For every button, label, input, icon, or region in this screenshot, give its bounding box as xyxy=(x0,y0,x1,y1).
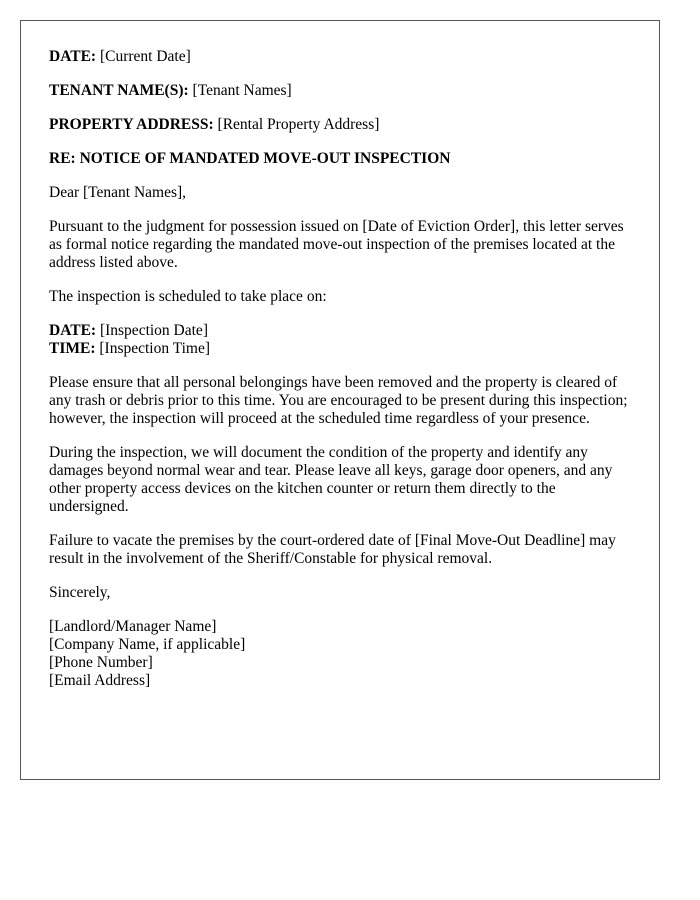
inspection-date-label: DATE: xyxy=(49,322,97,339)
inspection-date-line xyxy=(49,322,631,340)
date-value: [Current Date] xyxy=(99,48,191,65)
inspection-time-line xyxy=(49,340,631,358)
paragraph-schedule-intro: The inspection is scheduled to take place on: xyxy=(49,288,327,305)
tenant-value: [Tenant Names] xyxy=(192,82,292,99)
property-label: PROPERTY ADDRESS: xyxy=(49,116,214,133)
signature-email: [Email Address] xyxy=(49,672,151,689)
date-line xyxy=(49,48,631,66)
subject-line: RE: NOTICE OF MANDATED MOVE-OUT INSPECTION xyxy=(49,150,451,167)
signature-phone: [Phone Number] xyxy=(49,654,153,671)
inspection-time-value: [Inspection Time] xyxy=(99,340,211,357)
inspection-time-label: TIME: xyxy=(49,340,96,357)
paragraph-condition: During the inspection, we will document the condition of the property and identify any damages beyond normal wear and tear. Please leave all keys, garage door openers, and any other property access devices on the kitchen counter or return them directly to the undersigned. xyxy=(49,444,613,515)
closing: Sincerely, xyxy=(49,584,111,601)
signature-company: [Company Name, if applicable] xyxy=(49,636,246,653)
property-line xyxy=(49,116,631,134)
letter-document xyxy=(20,20,660,780)
inspection-schedule xyxy=(49,322,631,358)
signature-name: [Landlord/Manager Name] xyxy=(49,618,217,635)
salutation: Dear [Tenant Names], xyxy=(49,184,187,201)
tenant-label: TENANT NAME(S): xyxy=(49,82,189,99)
date-label: DATE: xyxy=(49,48,97,65)
inspection-date-value: [Inspection Date] xyxy=(99,322,208,339)
paragraph-judgment: Pursuant to the judgment for possession issued on [Date of Eviction Order], this letter serves as formal notice regarding the mandated move-out inspection of the premises located at the address listed above. xyxy=(49,218,624,271)
paragraph-belongings: Please ensure that all personal belongings have been removed and the property is cleared of any trash or debris prior to this time. You are encouraged to be present during this inspection; however, the inspection will proceed at the scheduled time regardless of your presence. xyxy=(49,374,628,427)
tenant-line xyxy=(49,82,631,100)
property-value: [Rental Property Address] xyxy=(217,116,380,133)
paragraph-failure: Failure to vacate the premises by the court-ordered date of [Final Move-Out Deadline] may result in the involvement of the Sheriff/Constable for physical removal. xyxy=(49,532,616,567)
signature-block xyxy=(49,618,631,690)
